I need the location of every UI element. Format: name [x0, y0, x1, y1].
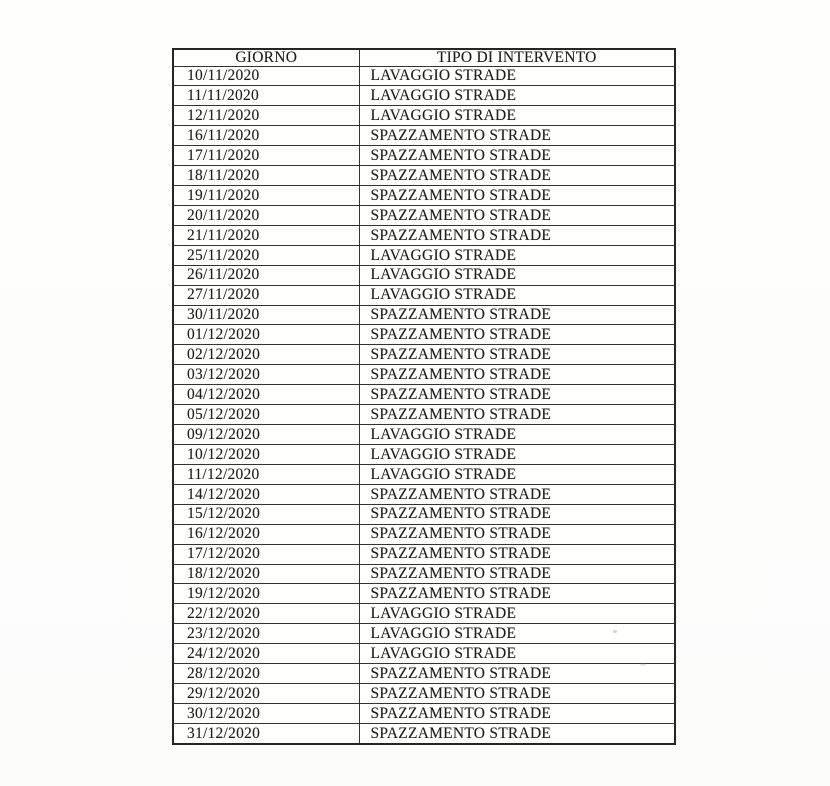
- column-header-tipo-di-intervento: TIPO DI INTERVENTO: [359, 49, 675, 66]
- tipo-di-intervento-cell: SPAZZAMENTO STRADE: [359, 305, 675, 325]
- scan-speck: [613, 630, 617, 633]
- table-row: [173, 265, 675, 285]
- giorno-cell: 20/11/2020: [173, 205, 359, 225]
- table-row: [173, 604, 675, 624]
- giorno-cell: 11/11/2020: [173, 86, 359, 106]
- giorno-cell: 05/12/2020: [173, 405, 359, 425]
- tipo-di-intervento-cell: SPAZZAMENTO STRADE: [359, 205, 675, 225]
- table-row: [173, 106, 675, 126]
- table-row: [173, 584, 675, 604]
- tipo-di-intervento-cell: LAVAGGIO STRADE: [359, 464, 675, 484]
- tipo-di-intervento-cell: SPAZZAMENTO STRADE: [359, 704, 675, 724]
- giorno-cell: 16/11/2020: [173, 126, 359, 146]
- tipo-di-intervento-cell: SPAZZAMENTO STRADE: [359, 684, 675, 704]
- table-row: [173, 126, 675, 146]
- giorno-cell: 14/12/2020: [173, 484, 359, 504]
- tipo-di-intervento-cell: SPAZZAMENTO STRADE: [359, 564, 675, 584]
- table-row: [173, 166, 675, 186]
- tipo-di-intervento-cell: SPAZZAMENTO STRADE: [359, 664, 675, 684]
- giorno-cell: 01/12/2020: [173, 325, 359, 345]
- table-row: [173, 684, 675, 704]
- tipo-di-intervento-cell: SPAZZAMENTO STRADE: [359, 365, 675, 385]
- giorno-cell: 12/11/2020: [173, 106, 359, 126]
- table-row: [173, 285, 675, 305]
- giorno-cell: 21/11/2020: [173, 225, 359, 245]
- tipo-di-intervento-cell: LAVAGGIO STRADE: [359, 644, 675, 664]
- tipo-di-intervento-cell: SPAZZAMENTO STRADE: [359, 484, 675, 504]
- table-row: [173, 425, 675, 445]
- tipo-di-intervento-cell: LAVAGGIO STRADE: [359, 265, 675, 285]
- table-row: [173, 544, 675, 564]
- table-row: [173, 146, 675, 166]
- tipo-di-intervento-cell: LAVAGGIO STRADE: [359, 86, 675, 106]
- table-row: [173, 186, 675, 206]
- table-row: [173, 405, 675, 425]
- giorno-cell: 24/12/2020: [173, 644, 359, 664]
- giorno-cell: 19/12/2020: [173, 584, 359, 604]
- scan-speck: [640, 663, 646, 666]
- giorno-cell: 27/11/2020: [173, 285, 359, 305]
- tipo-di-intervento-cell: SPAZZAMENTO STRADE: [359, 544, 675, 564]
- tipo-di-intervento-cell: LAVAGGIO STRADE: [359, 624, 675, 644]
- giorno-cell: 29/12/2020: [173, 684, 359, 704]
- giorno-cell: 18/11/2020: [173, 166, 359, 186]
- tipo-di-intervento-cell: SPAZZAMENTO STRADE: [359, 166, 675, 186]
- giorno-cell: 19/11/2020: [173, 186, 359, 206]
- giorno-cell: 28/12/2020: [173, 664, 359, 684]
- giorno-cell: 30/11/2020: [173, 305, 359, 325]
- table-row: [173, 245, 675, 265]
- table-row: [173, 464, 675, 484]
- tipo-di-intervento-cell: LAVAGGIO STRADE: [359, 106, 675, 126]
- giorno-cell: 11/12/2020: [173, 464, 359, 484]
- table-row: [173, 365, 675, 385]
- table-row: [173, 524, 675, 544]
- column-header-giorno: GIORNO: [173, 49, 359, 66]
- table-row: [173, 723, 675, 744]
- table-row: [173, 225, 675, 245]
- tipo-di-intervento-cell: SPAZZAMENTO STRADE: [359, 385, 675, 405]
- tipo-di-intervento-cell: SPAZZAMENTO STRADE: [359, 504, 675, 524]
- table-row: [173, 86, 675, 106]
- table-row: [173, 385, 675, 405]
- giorno-cell: 17/12/2020: [173, 544, 359, 564]
- table-row: [173, 345, 675, 365]
- table-row: [173, 305, 675, 325]
- table-row: [173, 624, 675, 644]
- table-row: [173, 644, 675, 664]
- giorno-cell: 02/12/2020: [173, 345, 359, 365]
- giorno-cell: 09/12/2020: [173, 425, 359, 445]
- giorno-cell: 31/12/2020: [173, 723, 359, 744]
- tipo-di-intervento-cell: LAVAGGIO STRADE: [359, 445, 675, 465]
- table-row: [173, 445, 675, 465]
- table-row: [173, 564, 675, 584]
- giorno-cell: 04/12/2020: [173, 385, 359, 405]
- giorno-cell: 22/12/2020: [173, 604, 359, 624]
- table-header-row: [173, 49, 675, 66]
- tipo-di-intervento-cell: SPAZZAMENTO STRADE: [359, 723, 675, 744]
- giorno-cell: 15/12/2020: [173, 504, 359, 524]
- giorno-cell: 18/12/2020: [173, 564, 359, 584]
- giorno-cell: 03/12/2020: [173, 365, 359, 385]
- tipo-di-intervento-cell: SPAZZAMENTO STRADE: [359, 405, 675, 425]
- giorno-cell: 26/11/2020: [173, 265, 359, 285]
- tipo-di-intervento-cell: SPAZZAMENTO STRADE: [359, 146, 675, 166]
- table-row: [173, 704, 675, 724]
- giorno-cell: 16/12/2020: [173, 524, 359, 544]
- giorno-cell: 25/11/2020: [173, 245, 359, 265]
- tipo-di-intervento-cell: LAVAGGIO STRADE: [359, 425, 675, 445]
- table-row: [173, 66, 675, 86]
- tipo-di-intervento-cell: SPAZZAMENTO STRADE: [359, 126, 675, 146]
- table-row: [173, 325, 675, 345]
- tipo-di-intervento-cell: SPAZZAMENTO STRADE: [359, 186, 675, 206]
- tipo-di-intervento-cell: SPAZZAMENTO STRADE: [359, 345, 675, 365]
- table-row: [173, 484, 675, 504]
- giorno-cell: 10/11/2020: [173, 66, 359, 86]
- tipo-di-intervento-cell: LAVAGGIO STRADE: [359, 285, 675, 305]
- tipo-di-intervento-cell: LAVAGGIO STRADE: [359, 604, 675, 624]
- tipo-di-intervento-cell: SPAZZAMENTO STRADE: [359, 225, 675, 245]
- giorno-cell: 17/11/2020: [173, 146, 359, 166]
- tipo-di-intervento-cell: SPAZZAMENTO STRADE: [359, 325, 675, 345]
- giorno-cell: 23/12/2020: [173, 624, 359, 644]
- tipo-di-intervento-cell: SPAZZAMENTO STRADE: [359, 584, 675, 604]
- table-row: [173, 205, 675, 225]
- giorno-cell: 10/12/2020: [173, 445, 359, 465]
- table-row: [173, 664, 675, 684]
- table-row: [173, 504, 675, 524]
- tipo-di-intervento-cell: LAVAGGIO STRADE: [359, 66, 675, 86]
- interventions-table: [172, 48, 676, 745]
- tipo-di-intervento-cell: SPAZZAMENTO STRADE: [359, 524, 675, 544]
- tipo-di-intervento-cell: LAVAGGIO STRADE: [359, 245, 675, 265]
- giorno-cell: 30/12/2020: [173, 704, 359, 724]
